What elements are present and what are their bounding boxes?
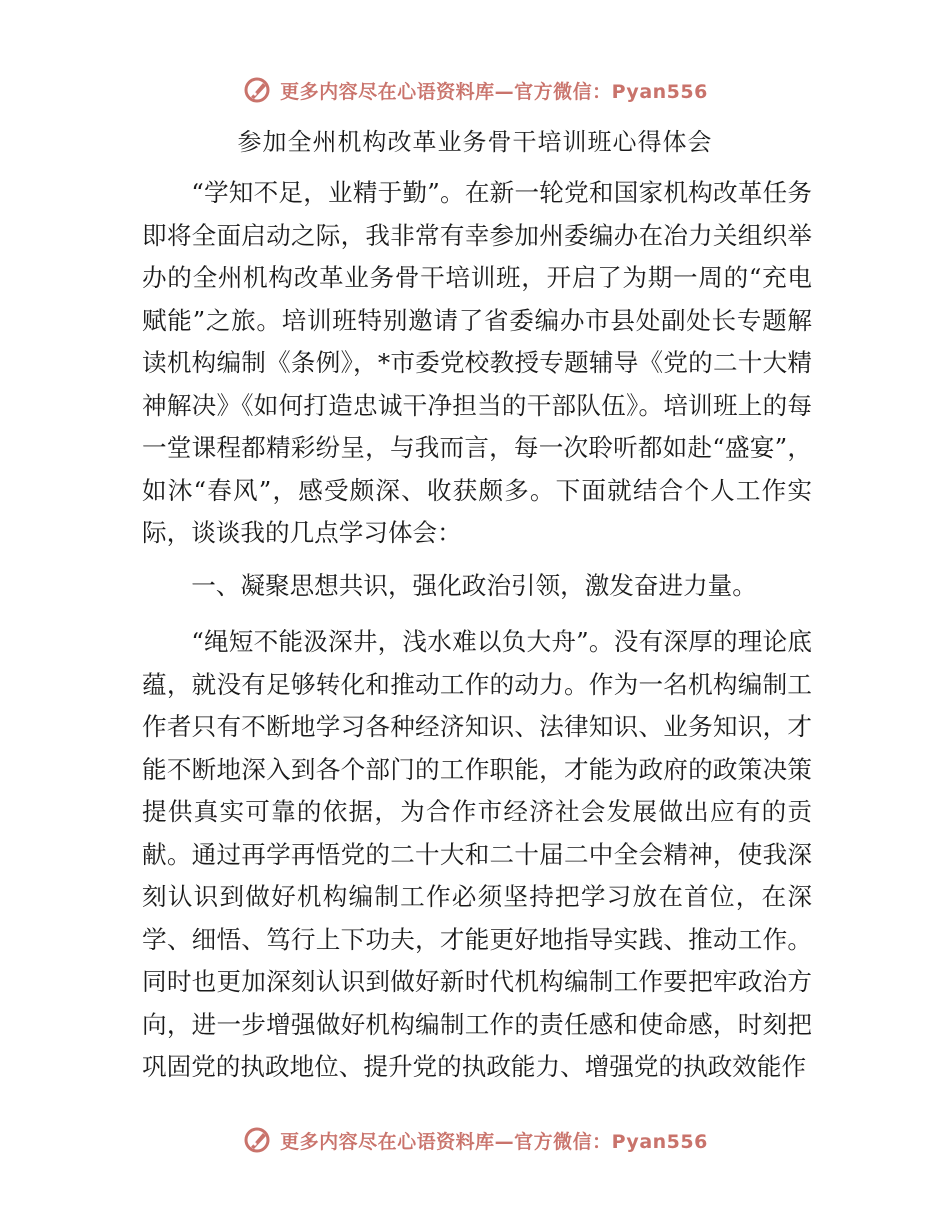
paragraph-intro: “学知不足，业精于勤”。在新一轮党和国家机构改革任务即将全面启动之际，我非常有幸参加州委编办在冶力关组织举办的全州机构改革业务骨干培训班，开启了为期一周的“充电赋能”之旅。培训班特别邀请了省委编办市县处副处长专题解读机构编制《条例》，*市委党校教授专题辅导《党的二十大精神解决》《如何打造忠诚干净担当的干部队伍》。培训班上的每一堂课程都精彩纷呈，与我而言，每一次聆听都如赴“盛宴”，如沐“春风”，感受颇深、收获颇多。下面就结合个人工作实际，谈谈我的几点学习体会： <box>142 178 812 547</box>
section-heading-1: 一、凝聚思想共识，强化政治引领，激发奋进力量。 <box>191 570 757 600</box>
document-title: 参加全州机构改革业务骨干培训班心得体会 <box>237 128 713 156</box>
document-body <box>142 172 812 1089</box>
pen-nib-circle-icon <box>242 75 272 105</box>
watermark-text: 更多内容尽在心语资料库—官方微信：Pyan556 <box>280 1130 708 1153</box>
pen-nib-circle-icon <box>242 1125 272 1155</box>
paragraph-section-1: “绳短不能汲深井，浅水难以负大舟”。没有深厚的理论底蕴，就没有足够转化和推动工作的动力。作为一名机构编制工作者只有不断地学习各种经济知识、法律知识、业务知识，才能不断地深入到各个部门的工作职能，才能为政府的政策决策提供真实可靠的依据，为合作市经济社会发展做出应有的贡献。通过再学再悟党的二十大和二十届二中全会精神，使我深刻认识到做好机构编制工作必须坚持把学习放在首位，在深学、细悟、笃行上下功夫，才能更好地指导实践、推动工作。同时也更加深刻认识到做好新时代机构编制工作要把牢政治方向，进一步增强做好机构编制工作的责任感和使命感，时刻把巩固党的执政地位、提升党的执政能力、增强党的执政效能作 <box>142 627 812 1081</box>
watermark-text: 更多内容尽在心语资料库—官方微信：Pyan556 <box>280 80 708 103</box>
watermark-footer <box>0 1120 950 1160</box>
watermark-header <box>0 70 950 110</box>
